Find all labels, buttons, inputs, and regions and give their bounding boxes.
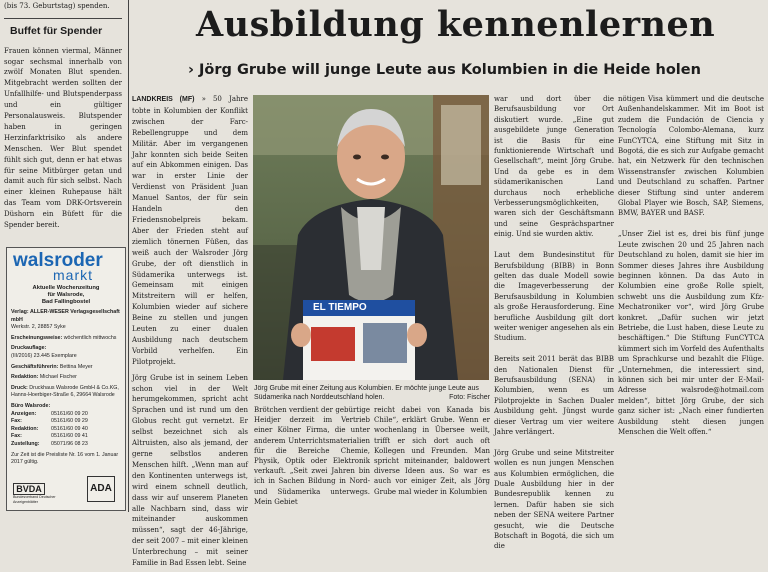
walsroder-markt-logo bbox=[7, 248, 125, 283]
divider bbox=[4, 18, 122, 19]
contact-label: Redaktion: bbox=[11, 425, 39, 432]
photo-illustration bbox=[253, 95, 489, 380]
article-column-3: war und dort über die Berufsausbildung vor Ort diskutiert wurde. „Eine gut ausgebildete junge Generation ist die Basis für eine funktionierende Wirtschaft und Gesellschaft“, meint Jörg Grube. Und da gebe es in dem südamerikanischen Land durchaus noch erhebliche Verbesserungsmöglichkeiten, waren sich der Geschäftsmann und seine Gesprächspartner einig. Und sie wurden aktiv. Laut dem Bundesinstitut für Berufsbildung (BIBB) in Bonn gelten das duale Modell sowie die Imageverbesserung der Berufsausbildung in Kolumbien als große Herausforderung. Eine berufliche Ausbildung gilt dort weiter weniger angesehen als ein Studium. Bereits seit 2011 berät das BIBB den Nationalen Dienst für Berufsausbildung (SENA) in Kolumbien, wenn es um Pilotprojekte in Sachen Dualer Ausbildung geht. Jüngst wurde dieser Vertrag um vier weitere Jahre verlängert. Jörg Grube und seine Mitstreiter wollen es nun jungen Menschen aus Kolumbien ermöglichen, die Duale Ausbildung hier in der Bundesrepublik kennen zu lernen. Dafür haben sie sich neben der SENA weitere Partner gesucht, wie die Deutsche Botschaft in Bogotá, die sich um die bbox=[494, 95, 614, 551]
article-subheadline: › Jörg Grube will junge Leute aus Kolumbien in die Heide holen bbox=[188, 62, 701, 78]
contact-list bbox=[11, 411, 121, 449]
section-heading: Buffet für Spender bbox=[10, 24, 103, 37]
imprint-box bbox=[6, 247, 126, 511]
bvda-logo: BVDA Bundesverband Deutscher Anzeigenblätter bbox=[13, 484, 56, 504]
contact-label: Fax: bbox=[11, 433, 22, 440]
contact-value: 05071/96 08 23 bbox=[51, 440, 88, 447]
contact-row bbox=[11, 441, 121, 449]
tagline: Aktuelle Wochenzeitung für Walsrode, Bad Fallingbostel bbox=[32, 285, 100, 305]
article-column-4: nötigen Visa kümmert und die deutsche Außenhandelskammer. Mit im Boot ist zudem die Fundación de Ciencia y Tecnología Colombo-Alemana, kurz FunCYTCA, eine Stiftung mit Sitz in Bogotá, die es sich zur Aufgabe gemacht hat, ein Netzwerk für den technischen Wissenstransfer zwischen Kolumbien und Deutschland zu schaffen. Partner dieser Stiftung sind unter anderem Global Player wie Bosch, SAP, Siemens, BMW, BAYER und BASF. „Unser Ziel ist es, drei bis fünf junge Leute zwischen 20 und 25 Jahren nach Deutschland zu holen, damit sie hier im Sommer dieses Jahres ihre Ausbildung beginnen können. Da das Auto in Kolumbien eine große Rolle spielt, schwebt uns die Ausbildung zum Kfz-Mechatroniker vor“, wird Jörg Grube konkret. „Dafür suchen wir jetzt Betriebe, die Lust haben, diese Leute zu beschäftigen.“ Die Stiftung FunCYTCA kümmert sich im Vorfeld des Aufenthalts um Sprachkurse und bezahlt die Flüge. „Unternehmen, die interessiert sind, können sich bei mir unter der E-Mail-Adresse walsrode@hotmail.com melden“, bittet Jörg Grube, der sich ganz sicher ist: „Nach einer fundierten Ausbildung steht diesen jungen Menschen die Welt offen.“ bbox=[618, 95, 764, 436]
photo-caption: Jörg Grube mit einer Zeitung aus Kolumbien. Er möchte junge Leute aus Südamerika nach Norddeutschland holen. Foto: Fischer bbox=[254, 385, 490, 401]
contact-label: Zustellung: bbox=[11, 440, 40, 447]
column-divider bbox=[128, 0, 129, 512]
article-headline: Ausbildung kennenlernen bbox=[196, 4, 716, 45]
newspaper-masthead: EL TIEMPO bbox=[313, 302, 367, 313]
left-body-text: Frauen können viermal, Männer sogar sechsmal innerhalb von zwölf Monaten Blut spenden. Mitgebracht werden sollten der Unfallhilfe- und Blutspenderpass und ein gültiger Personalausweis. Blutspender haben in geringen Herzinfarktrisiko als andere Menschen. Wer Blut spendet fühlt sich gut, denn er hat etwas für seine Mitbürger getan und damit auch für sich selbst. Nach einer kleinen Ruhepause hält das Team vom DRK-Ortsverein Düshorn ein Büfett für die Spender bereit. bbox=[4, 46, 122, 230]
contact-value: 05161/60 09 20 bbox=[51, 410, 88, 417]
contact-label: Anzeigen: bbox=[11, 410, 37, 417]
logo-bottom: markt bbox=[53, 267, 93, 283]
article-column-1: LANDKREIS (MF) » 50 Jahre tobte in Kolumbien der Konflikt zwischen der Farc-Rebellengruppe und dem Militär. Aber im vergangenen Jahr konnten sich beide Seiten auf ein Abkommen einigen. Das war in erster Linie der Verdienst von Präsident Juan Manuel Santos, der für sein Handeln den Friedensnobelpreis bekam. Aber der Frieden steht auf ziemlich tönernen Füßen, das weiß auch der Walsroder Jörg Grube, der oft dienstlich in Südamerika unterwegs ist. Gemeinsam mit einigen Mitstreitern will er helfen, Kolumbien wieder auf sichere Beine zu stellen und jungen Leuten zu einer dualen Ausbildung nach deutschem Vorbild verhelfen. Ein Pilotprojekt. Jörg Grube ist in seinem Leben schon viel in der Welt herumgekommen, spricht acht Sprachen und ist rund um den Globus recht gut vernetzt. Er selbst bezeichnet sich als Altruisten, also als jemand, der gerne selbstlos anderen Menschen hilft. „Wenn man auf den Kontinenten unterwegs ist, wird einem schnell deutlich, dass wir auf unserem Planeten alle Nachbarn sind, dass wir miteinander auskommen müssen“, sagt der 46-Jährige, der seit 2007 – mit einer kleinen Unterbrechung – mit seiner Familie in Bad Essen lebt. Seine bbox=[132, 95, 248, 568]
article-column-3-bottom: reicht dabei von Kanada bis Chile“, erklärt Grube. Wenn er wochenlang in Übersee weilt, trifft er sich dort auch oft Kollegen und Freunden. Man spricht miteinander, baldowert diverse Ideen aus. So war es auch vor einiger Zeit, als Jörg Grube mal wieder in Kolumbien bbox=[374, 406, 490, 496]
left-column bbox=[4, 0, 122, 231]
photo-credit: Foto: Fischer bbox=[449, 394, 490, 401]
article-column-2: Brötchen verdient der gebürtige Heidjer derzeit im Vertrieb einer Kölner Firma, die unter anderem Unterrichtsmaterialien für die Bereiche Chemie, Physik, Optik oder Elektronik verkauft. „Seit zwei Jahren bin ich in Sachen Bildung in Nord- und Südamerika unterwegs. Mein Gebiet bbox=[254, 406, 370, 506]
contact-row bbox=[11, 433, 121, 441]
contact-value: 05161/60 09 29 bbox=[51, 418, 88, 425]
logo-top: walsroder bbox=[13, 250, 103, 271]
article-photo bbox=[253, 95, 489, 380]
contact-row bbox=[11, 411, 121, 419]
contact-label: Fax: bbox=[11, 418, 22, 425]
contact-row bbox=[11, 418, 121, 426]
top-line: (bis 73. Geburtstag) spenden. bbox=[4, 2, 110, 10]
contact-value: 05161/60 09 40 bbox=[51, 425, 88, 432]
preisliste: Zur Zeit ist die Preisliste Nr. 16 vom 1. Januar 2017 gültig. bbox=[11, 451, 119, 466]
contact-value: 05161/60 09 41 bbox=[51, 433, 88, 440]
contact-row bbox=[11, 426, 121, 434]
imprint-details: Verlag: ALLER-WESER Verlagsgesellschaft mbH Werkstr. 2, 28857 Syke Erscheinungsweise: wöchentlich mittwochs Druckauflage: (III/2016) 23.445 Exemplare Geschäftsführerin: Bettina Meyer Redaktion: Michael Fischer Druck: Druckhaus Walsrode GmbH & Co.KG, Hanns-Hoerbiger-Straße 6, 29664 Walsrode Büro Walsrode: Anzeigen: 05161/60 09 20 Fax: 05161/60 09 29 Redaktion: 05161/60 09 40 Fax: 05161/60 09 41 Zustellung: 05071/96 08 23 Zur Zeit ist die Preisliste Nr. 16 vom 1. Januar 2017 gültig. bbox=[11, 309, 120, 466]
ada-logo: ADA bbox=[87, 476, 115, 502]
